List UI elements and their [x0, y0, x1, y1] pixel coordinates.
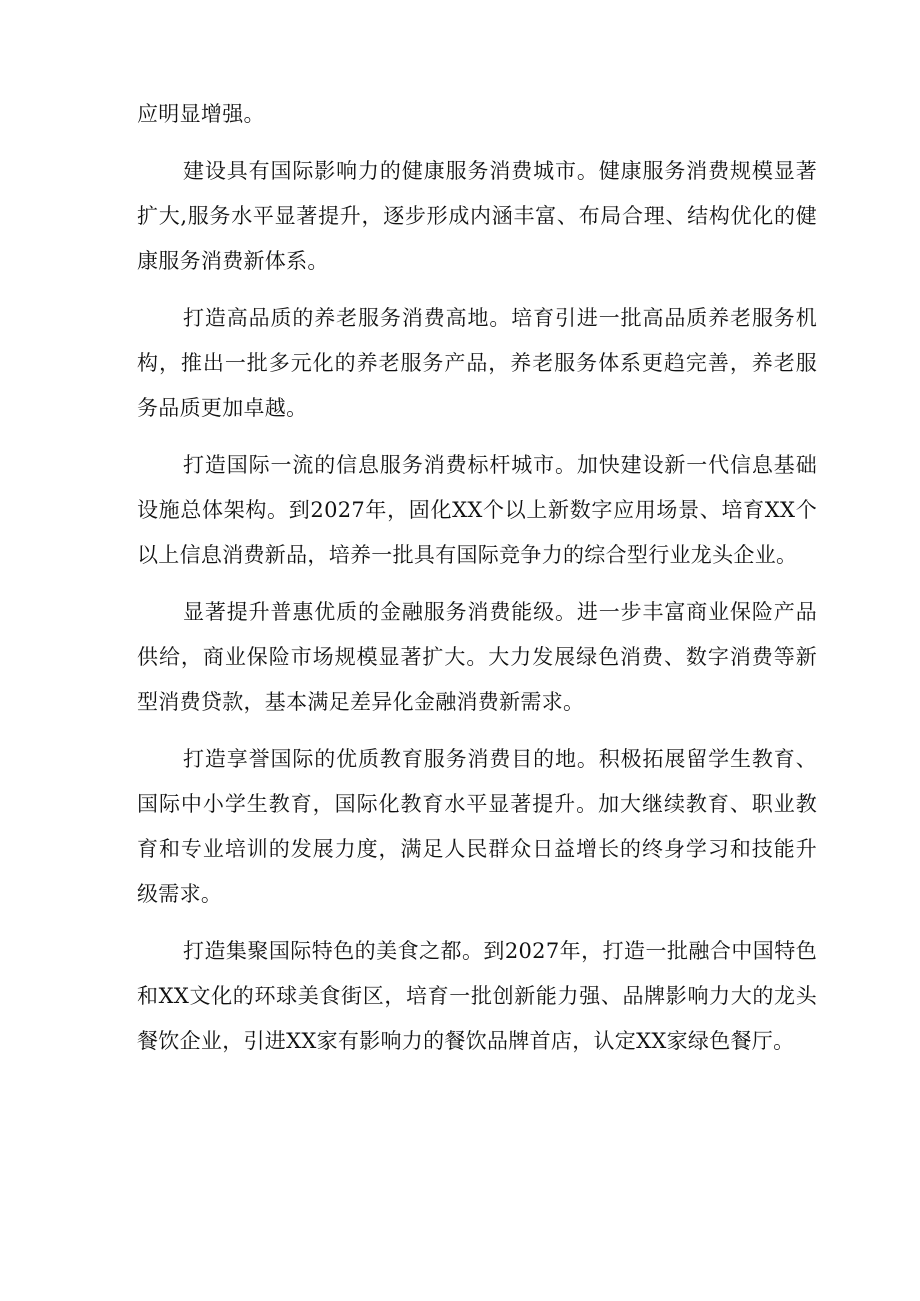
paragraph-information-services: 打造国际一流的信息服务消费标杆城市。加快建设新一代信息基础设施总体架构。到2027年，固化XX个以上新数字应用场景、培育XX个以上信息消费新品，培养一批具有国际竞争力的综合型行业龙头企业。	[137, 453, 817, 567]
paragraph-food-capital: 打造集聚国际特色的美食之都。到2027年，打造一批融合中国特色和XX文化的环球美食街区，培育一批创新能力强、品牌影响力大的龙头餐饮企业，引进XX家有影响力的餐饮品牌首店，认定XX家绿色餐厅。	[137, 939, 817, 1053]
paragraph-continuation: 应明显增强。	[137, 102, 265, 126]
paragraph-education-services: 打造享誉国际的优质教育服务消费目的地。积极拓展留学生教育、国际中小学生教育，国际化教育水平显著提升。加大继续教育、职业教育和专业培训的发展力度，满足人民群众日益增长的终身学习和技能升级需求。	[137, 747, 817, 906]
paragraph-financial-services: 显著提升普惠优质的金融服务消费能级。进一步丰富商业保险产品供给，商业保险市场规模显著扩大。大力发展绿色消费、数字消费等新型消费贷款，基本满足差异化金融消费新需求。	[137, 600, 817, 714]
document-body	[137, 92, 817, 1076]
paragraph-health-services: 建设具有国际影响力的健康服务消费城市。健康服务消费规模显著扩大,服务水平显著提升，逐步形成内涵丰富、布局合理、结构优化的健康服务消费新体系。	[137, 159, 817, 273]
paragraph-elderly-care: 打造高品质的养老服务消费高地。培育引进一批高品质养老服务机构，推出一批多元化的养老服务产品，养老服务体系更趋完善，养老服务品质更加卓越。	[137, 306, 817, 420]
